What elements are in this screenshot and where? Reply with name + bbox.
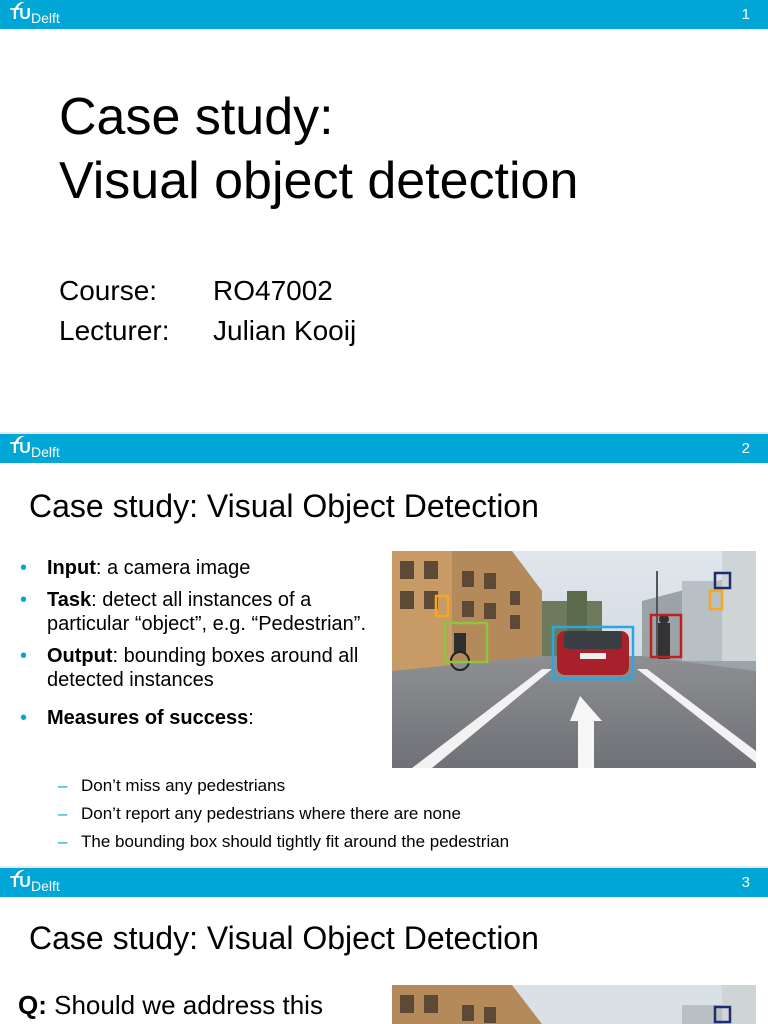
question-label: Q: [18, 990, 47, 1020]
question-body: Should we address this [46, 990, 323, 1020]
slide-number: 1 [741, 6, 750, 23]
logo-tu: TU [10, 874, 31, 891]
bullet-text: : bounding boxes around all detected instances [47, 645, 359, 691]
bullet-measures [20, 706, 380, 730]
bullet-output [20, 644, 380, 692]
lecturer-value: Julian Kooij [213, 315, 357, 346]
slide-title: Case study: Visual Object Detection [29, 488, 539, 524]
sub-dash: – [58, 832, 68, 851]
bullet-text: : [248, 707, 254, 729]
slide-1 [0, 0, 768, 432]
sub-dash: – [58, 804, 68, 823]
logo-delft: Delft [31, 444, 60, 460]
sub-dash: – [58, 776, 68, 795]
lecturer-row [59, 315, 356, 347]
course-value: RO47002 [213, 275, 333, 306]
header-bar [0, 0, 768, 29]
title-line-1: Case study: [59, 88, 334, 146]
sub-text: Don’t miss any pedestrians [81, 776, 286, 795]
sub-text: The bounding box should tightly fit around the pedestrian [81, 832, 510, 851]
question-text [18, 990, 323, 1021]
header-bar [0, 434, 768, 463]
logo-delft: Delft [31, 878, 60, 894]
bullet-task [20, 588, 380, 636]
bullet-text: : detect all instances of a particular “object”, e.g. “Pedestrian”. [47, 589, 367, 635]
street-scene-image [392, 985, 756, 1024]
logo-delft: Delft [31, 10, 60, 26]
bullet-bold: Output [47, 645, 113, 667]
header-bar [0, 868, 768, 897]
bullet-dot: • [20, 589, 28, 611]
slide-number: 2 [741, 440, 750, 457]
slide-3 [0, 868, 768, 1024]
logo-tu: TU [10, 440, 31, 457]
course-row [59, 275, 333, 307]
bullet-dot: • [20, 557, 28, 579]
sub-text: Don’t report any pedestrians where there are none [81, 804, 461, 823]
bullet-list [20, 556, 380, 738]
bullet-bold: Task [47, 589, 92, 611]
lecturer-label: Lecturer: [59, 315, 170, 346]
title-line-2: Visual object detection [59, 152, 579, 210]
slide-number: 3 [741, 874, 750, 891]
logo-tu: TU [10, 6, 31, 23]
street-scene-image [392, 551, 756, 768]
slide-title: Case study: Visual Object Detection [29, 920, 539, 956]
bullet-text: : a camera image [95, 557, 251, 579]
slide-2 [0, 434, 768, 866]
bullet-bold: Input [47, 557, 96, 579]
slide-title [59, 85, 578, 213]
bullet-dot: • [20, 707, 28, 729]
bullet-input [20, 556, 380, 580]
course-label: Course: [59, 275, 158, 306]
bullet-dot: • [20, 645, 28, 667]
bullet-bold: Measures of success [47, 707, 249, 729]
